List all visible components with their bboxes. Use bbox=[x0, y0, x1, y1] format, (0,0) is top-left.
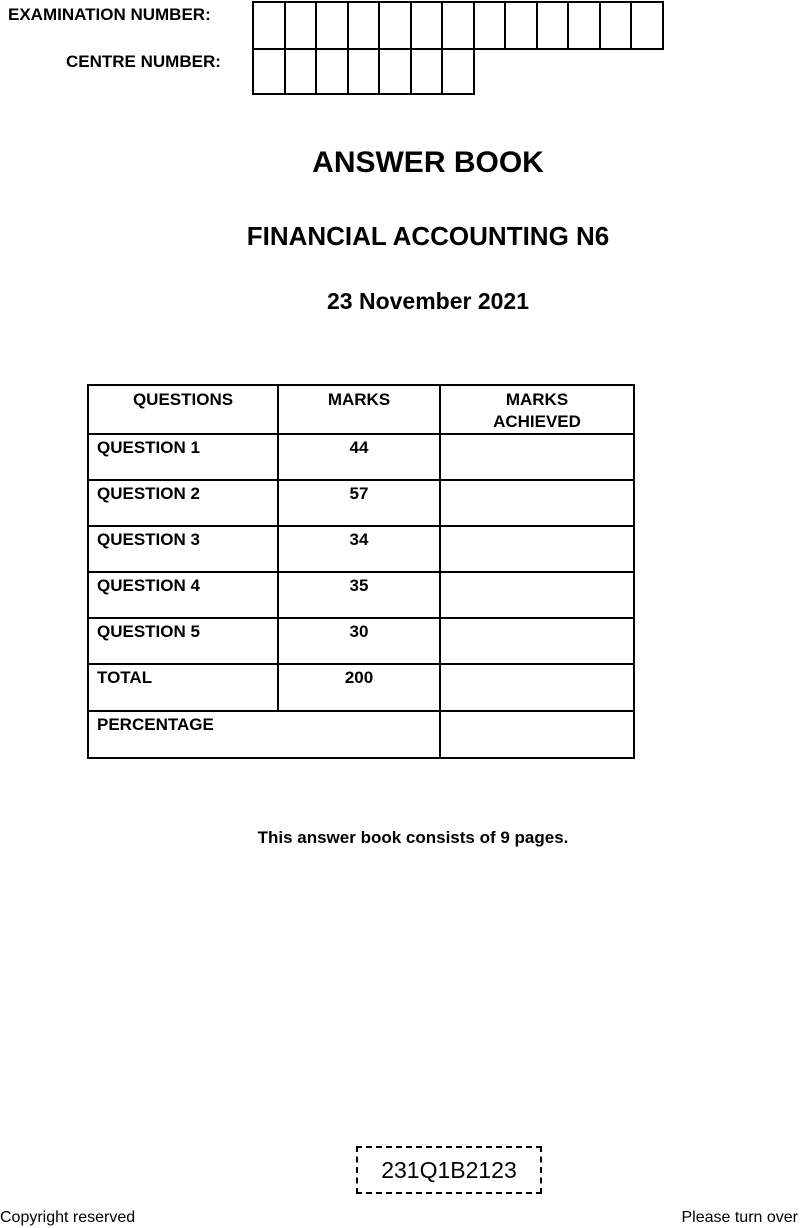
table-header-row bbox=[88, 385, 634, 434]
total-label-cell: TOTAL bbox=[88, 664, 278, 711]
table-row bbox=[88, 618, 634, 664]
exam-date: 23 November 2021 bbox=[326, 288, 529, 314]
exam-number-box[interactable] bbox=[506, 1, 538, 50]
marks-achieved-cell[interactable] bbox=[440, 572, 634, 618]
total-achieved-cell[interactable] bbox=[440, 664, 634, 711]
examination-number-label: EXAMINATION NUMBER: bbox=[8, 5, 211, 24]
marks-achieved-cell[interactable] bbox=[440, 526, 634, 572]
exam-number-box[interactable] bbox=[443, 1, 475, 50]
exam-number-box[interactable] bbox=[349, 1, 381, 50]
question-cell: QUESTION 5 bbox=[88, 618, 278, 664]
marks-table bbox=[87, 384, 635, 759]
percentage-achieved-cell[interactable] bbox=[440, 711, 634, 758]
column-header-marks: MARKS bbox=[278, 385, 440, 434]
exam-number-box[interactable] bbox=[412, 1, 444, 50]
marks-achieved-text: MARKS ACHIEVED bbox=[493, 390, 581, 431]
column-header-marks-achieved bbox=[440, 385, 634, 434]
question-cell: QUESTION 4 bbox=[88, 572, 278, 618]
table-row bbox=[88, 434, 634, 480]
examination-number-boxes[interactable] bbox=[252, 1, 664, 48]
exam-number-box[interactable] bbox=[569, 1, 601, 50]
question-cell: QUESTION 1 bbox=[88, 434, 278, 480]
centre-number-label: CENTRE NUMBER: bbox=[66, 52, 221, 71]
centre-number-box[interactable] bbox=[349, 48, 381, 95]
marks-cell: 34 bbox=[278, 526, 440, 572]
paper-code-box: 231Q1B2123 bbox=[356, 1146, 542, 1194]
answer-book-title: ANSWER BOOK bbox=[312, 146, 544, 179]
table-row bbox=[88, 480, 634, 526]
subject-title: FINANCIAL ACCOUNTING N6 bbox=[246, 221, 610, 251]
total-marks-cell: 200 bbox=[278, 664, 440, 711]
exam-number-box[interactable] bbox=[538, 1, 570, 50]
centre-number-box[interactable] bbox=[443, 48, 475, 95]
question-cell: QUESTION 2 bbox=[88, 480, 278, 526]
centre-number-box[interactable] bbox=[254, 48, 286, 95]
exam-number-box[interactable] bbox=[475, 1, 507, 50]
table-row bbox=[88, 526, 634, 572]
column-header-questions: QUESTIONS bbox=[88, 385, 278, 434]
marks-cell: 57 bbox=[278, 480, 440, 526]
marks-cell: 30 bbox=[278, 618, 440, 664]
question-cell: QUESTION 3 bbox=[88, 526, 278, 572]
centre-number-box[interactable] bbox=[380, 48, 412, 95]
marks-cell: 35 bbox=[278, 572, 440, 618]
marks-achieved-cell[interactable] bbox=[440, 434, 634, 480]
centre-number-box[interactable] bbox=[412, 48, 444, 95]
centre-number-boxes[interactable] bbox=[252, 48, 475, 95]
marks-achieved-cell[interactable] bbox=[440, 618, 634, 664]
table-row-percentage bbox=[88, 711, 634, 758]
centre-number-box[interactable] bbox=[317, 48, 349, 95]
table-row-total bbox=[88, 664, 634, 711]
marks-achieved-cell[interactable] bbox=[440, 480, 634, 526]
exam-number-box[interactable] bbox=[632, 1, 664, 50]
footer-turn-over: Please turn over bbox=[681, 1209, 798, 1226]
exam-number-box[interactable] bbox=[286, 1, 318, 50]
footer-copyright: Copyright reserved bbox=[0, 1209, 136, 1226]
exam-number-box[interactable] bbox=[380, 1, 412, 50]
centre-number-box[interactable] bbox=[286, 48, 318, 95]
marks-cell: 44 bbox=[278, 434, 440, 480]
exam-number-box[interactable] bbox=[601, 1, 633, 50]
percentage-label-cell: PERCENTAGE bbox=[88, 711, 440, 758]
page-count-note: This answer book consists of 9 pages. bbox=[257, 828, 569, 847]
exam-number-box[interactable] bbox=[317, 1, 349, 50]
table-row bbox=[88, 572, 634, 618]
exam-number-box[interactable] bbox=[254, 1, 286, 50]
